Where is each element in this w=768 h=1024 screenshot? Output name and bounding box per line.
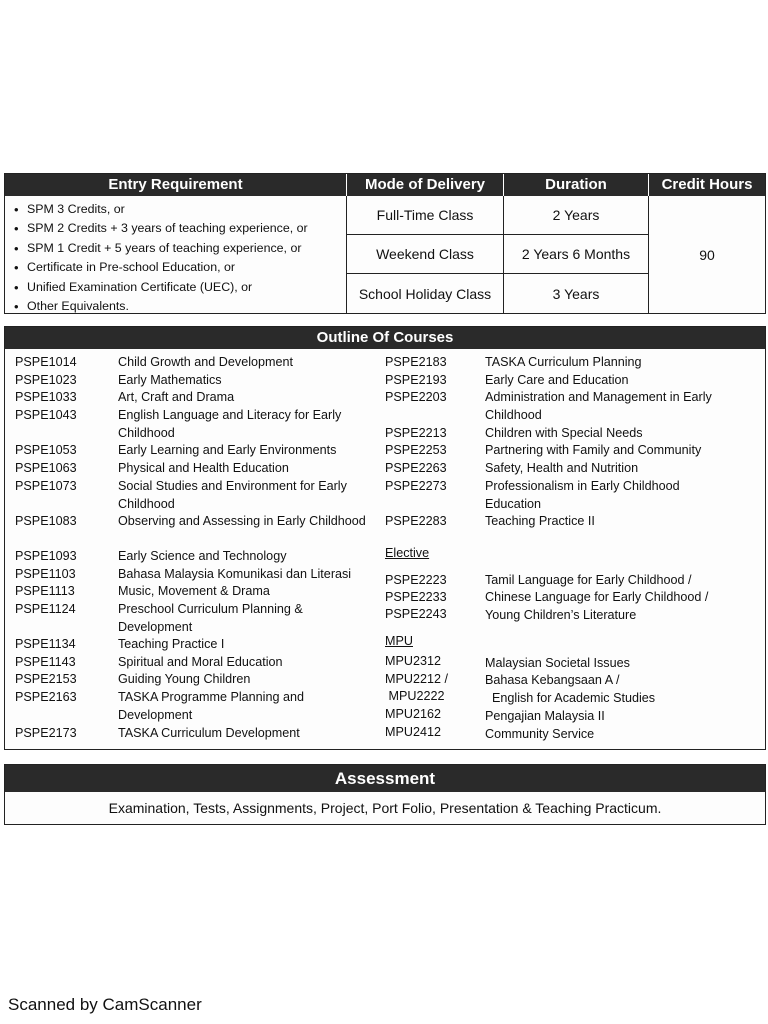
duration-cell: 2 Years 6 Months [504, 235, 648, 274]
entry-table [4, 173, 766, 314]
course-code: MPU2212 / [385, 672, 448, 686]
outline-of-courses [4, 326, 766, 750]
course-title: Administration and Management in Early Childhood [485, 390, 712, 422]
course-title: Early Learning and Early Environments [118, 443, 337, 457]
course-code: PSPE1093 [15, 549, 77, 563]
duration-column [503, 196, 648, 313]
elective-heading: Elective [385, 546, 430, 560]
course-code: PSPE2213 [385, 426, 447, 440]
course-code: PSPE2223 [385, 573, 447, 587]
course-title: Early Care and Education [485, 373, 629, 387]
entry-requirement-header: Entry Requirement [5, 174, 346, 196]
mode-cell: School Holiday Class [358, 285, 492, 302]
requirement-list [5, 196, 346, 313]
assessment-text: Examination, Tests, Assignments, Project, Port Folio, Presentation & Teaching Practicum. [108, 800, 662, 816]
course-code: MPU2162 [385, 707, 442, 721]
course-code: PSPE2183 [385, 355, 447, 369]
course-code: PSPE2193 [385, 373, 447, 387]
course-title: Partnering with Family and Community [485, 443, 702, 457]
course-title: Bahasa Malaysia Komunikasi dan Literasi [118, 567, 352, 581]
requirement-item: • SPM 2 Credits + 3 years of teaching experience, or [27, 219, 346, 238]
credit-hours-cell: 90 [648, 196, 765, 313]
course-title: Early Mathematics [118, 373, 222, 387]
outline-header: Outline Of Courses [5, 327, 765, 349]
course-code: PSPE1043 [15, 408, 77, 422]
course-code: PSPE2253 [385, 443, 447, 457]
course-code: PSPE1023 [15, 373, 77, 387]
course-code: PSPE1103 [15, 567, 76, 581]
course-title: Malaysian Societal Issues [485, 656, 630, 670]
course-title: Art, Craft and Drama [118, 390, 235, 404]
assessment-header: Assessment [5, 765, 765, 792]
course-title: Chinese Language for Early Childhood / [485, 590, 709, 604]
scanner-watermark: Scanned by CamScanner [8, 995, 202, 1014]
course-title: TASKA Programme Planning and Development [118, 690, 304, 722]
mpu-heading: MPU [385, 634, 413, 648]
requirement-item: • Other Equivalents. [27, 297, 346, 316]
course-title: Observing and Assessing in Early Childhood [118, 514, 366, 528]
course-title: Tamil Language for Early Childhood / [485, 573, 692, 587]
course-title: Preschool Curriculum Planning & Development [118, 602, 303, 634]
course-title: Teaching Practice II [485, 514, 595, 528]
course-code: PSPE2233 [385, 590, 447, 604]
course-code: PSPE1014 [15, 355, 77, 369]
mode-of-delivery-header: Mode of Delivery [346, 174, 503, 196]
course-title: Pengajian Malaysia II [485, 709, 605, 723]
course-code: PSPE2203 [385, 390, 447, 404]
credit-hours-header: Credit Hours [648, 174, 765, 196]
duration-cell: 2 Years [504, 196, 648, 235]
course-title: Professionalism in Early Childhood Education [485, 479, 680, 511]
requirement-item: • Unified Examination Certificate (UEC), or [27, 278, 346, 297]
course-title: TASKA Curriculum Development [118, 726, 300, 740]
duration-cell: 3 Years [552, 285, 600, 302]
course-code: PSPE2163 [15, 690, 77, 704]
course-title: Safety, Health and Nutrition [485, 461, 639, 475]
course-title: Child Growth and Development [118, 355, 294, 369]
course-code: PSPE1033 [15, 390, 77, 404]
course-code: PSPE2263 [385, 461, 447, 475]
course-code: PSPE2243 [385, 607, 447, 621]
course-title: English Language and Literacy for Early Childhood [118, 408, 342, 440]
course-title: Guiding Young Children [118, 672, 251, 686]
course-code: PSPE1083 [15, 514, 77, 528]
course-title: Young Children’s Literature [485, 608, 637, 622]
course-code: MPU2312 [385, 654, 442, 668]
requirement-item: • SPM 3 Credits, or [27, 200, 346, 219]
course-title: Music, Movement & Drama [118, 584, 270, 598]
requirement-item: • SPM 1 Credit + 5 years of teaching experience, or [27, 239, 346, 258]
course-code: PSPE1053 [15, 443, 77, 457]
course-title: Spiritual and Moral Education [118, 655, 283, 669]
course-code: PSPE1113 [15, 584, 75, 598]
course-code: MPU2222 [385, 689, 445, 703]
course-code: MPU2412 [385, 725, 442, 739]
course-title: Children with Special Needs [485, 426, 643, 440]
course-title: Early Science and Technology [118, 549, 287, 563]
course-title: Community Service [485, 727, 595, 741]
mode-column [346, 196, 503, 313]
course-code: PSPE1073 [15, 479, 77, 493]
course-code: PSPE2153 [15, 672, 77, 686]
course-title: TASKA Curriculum Planning [485, 355, 642, 369]
course-code: PSPE1063 [15, 461, 77, 475]
assessment-section [4, 764, 766, 825]
course-code: PSPE2283 [385, 514, 447, 528]
course-title: Teaching Practice I [118, 637, 225, 651]
mode-cell: Full-Time Class [347, 196, 503, 235]
requirement-item: • Certificate in Pre-school Education, or [27, 258, 346, 277]
course-code: PSPE1134 [15, 637, 76, 651]
duration-header: Duration [503, 174, 648, 196]
mode-cell: Weekend Class [347, 235, 503, 274]
course-code: PSPE2273 [385, 479, 447, 493]
course-title: Bahasa Kebangsaan A / [485, 673, 620, 687]
course-title: English for Academic Studies [485, 691, 656, 705]
course-title: Physical and Health Education [118, 461, 289, 475]
course-code: PSPE2173 [15, 726, 77, 740]
course-code: PSPE1143 [15, 655, 76, 669]
course-code: PSPE1124 [15, 602, 76, 616]
course-title: Social Studies and Environment for Early Childhood [118, 479, 347, 511]
